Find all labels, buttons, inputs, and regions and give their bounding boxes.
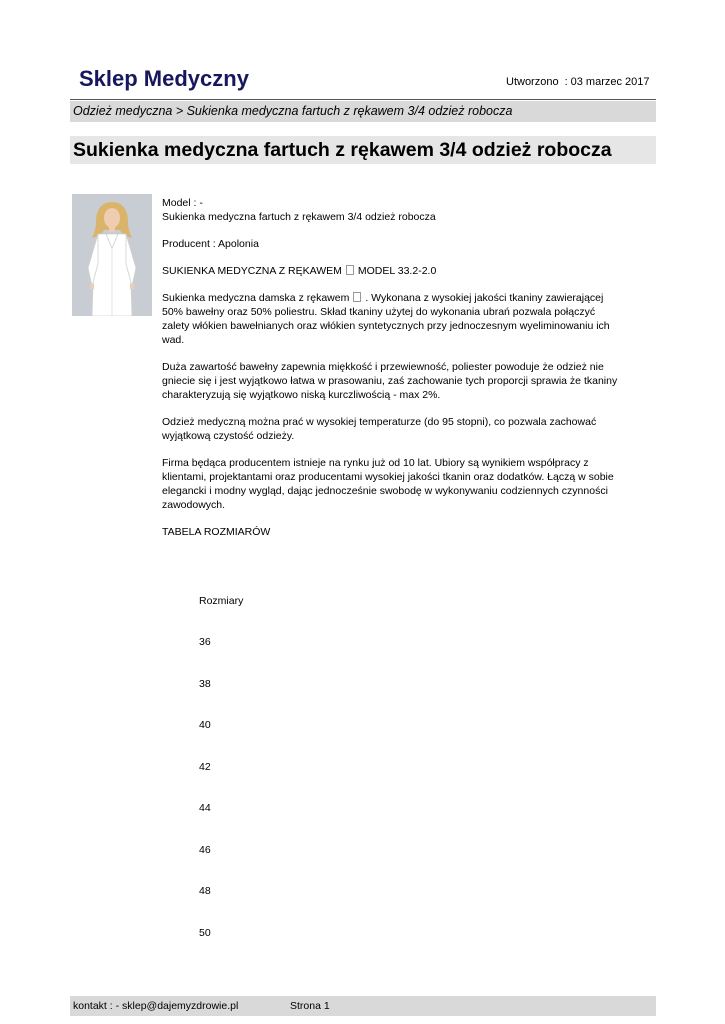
product-photo — [72, 194, 152, 316]
description-paragraph-1 — [162, 291, 624, 347]
footer-contact: kontakt : - sklep@dajemyzdrowie.pl — [73, 1000, 239, 1012]
size-table-header: Rozmiary — [199, 595, 244, 607]
description-paragraph-2: Duża zawartość bawełny zapewnia miękkość i przewiewność, poliester powoduje że odzież nie gniecie się i jest wyjątkowo łatwa w prasowaniu, zaś zachowanie tych proporcji sprawia że tkaniny charakteryzują się wyjątkowo niską kurczliwością - max 2%. — [162, 361, 618, 401]
missing-glyph-icon — [353, 292, 361, 302]
breadcrumb: Odzież medyczna > Sukienka medyczna fartuch z rękawem 3/4 odzież robocza — [70, 101, 656, 122]
header-divider — [70, 99, 656, 100]
created-separator: : — [564, 76, 568, 88]
size-value: 40 — [199, 719, 211, 731]
product-name-line: Sukienka medyczna fartuch z rękawem 3/4 odzież robocza — [162, 211, 436, 223]
size-value: 36 — [199, 636, 211, 648]
model-code: MODEL 33.2-2.0 — [357, 265, 437, 277]
product-description — [162, 196, 624, 552]
description-paragraph-1-start: Sukienka medyczna damska z rękawem — [162, 292, 350, 304]
producer-line: Producent : Apolonia — [162, 238, 259, 250]
created-date — [506, 76, 650, 88]
description-paragraph-3: Odzież medyczną można prać w wysokiej temperaturze (do 95 stopni), co pozwala zachować wyjątkową czystość odzieży. — [162, 416, 597, 442]
created-date-value: 03 marzec 2017 — [570, 76, 650, 88]
product-title: Sukienka medyczna fartuch z rękawem 3/4 odzież robocza — [70, 136, 656, 164]
created-label: Utworzono — [506, 76, 559, 88]
missing-glyph-icon — [346, 265, 354, 275]
product-photo-image — [72, 194, 152, 316]
size-value: 42 — [199, 761, 211, 773]
description-paragraph-4: Firma będąca producentem istnieje na rynku już od 10 lat. Ubiory są wynikiem współpracy z klientami, projektantami oraz producentami wysokiej jakości tkanin oraz dodatków. Łączą w sobie elegancki i modny wygląd, dając jednocześnie swobodę w wykonywaniu codziennych czynności zawodowych. — [162, 457, 614, 511]
description-paragraph-1-rest: . Wykonana z wysokiej jakości tkaniny zawierającej 50% bawełny oraz 50% poliestru. Skład tkaniny użytej do wykonania ubrań pozwala połączyć zalety włókien bawełnianych oraz włókien syntetycznych przy jednoczesnym wyeliminowaniu ich wad. — [162, 292, 610, 346]
page-number: Strona 1 — [290, 1000, 330, 1012]
model-heading-text: SUKIENKA MEDYCZNA Z RĘKAWEM — [162, 265, 342, 277]
size-value: 50 — [199, 927, 211, 939]
model-heading — [162, 264, 624, 278]
size-value: 48 — [199, 885, 211, 897]
size-value: 46 — [199, 844, 211, 856]
size-value: 44 — [199, 802, 211, 814]
shop-title: Sklep Medyczny — [79, 66, 249, 91]
size-table-label: TABELA ROZMIARÓW — [162, 526, 271, 538]
size-value: 38 — [199, 678, 211, 690]
model-line: Model : - — [162, 197, 203, 209]
page-footer — [70, 996, 656, 1016]
